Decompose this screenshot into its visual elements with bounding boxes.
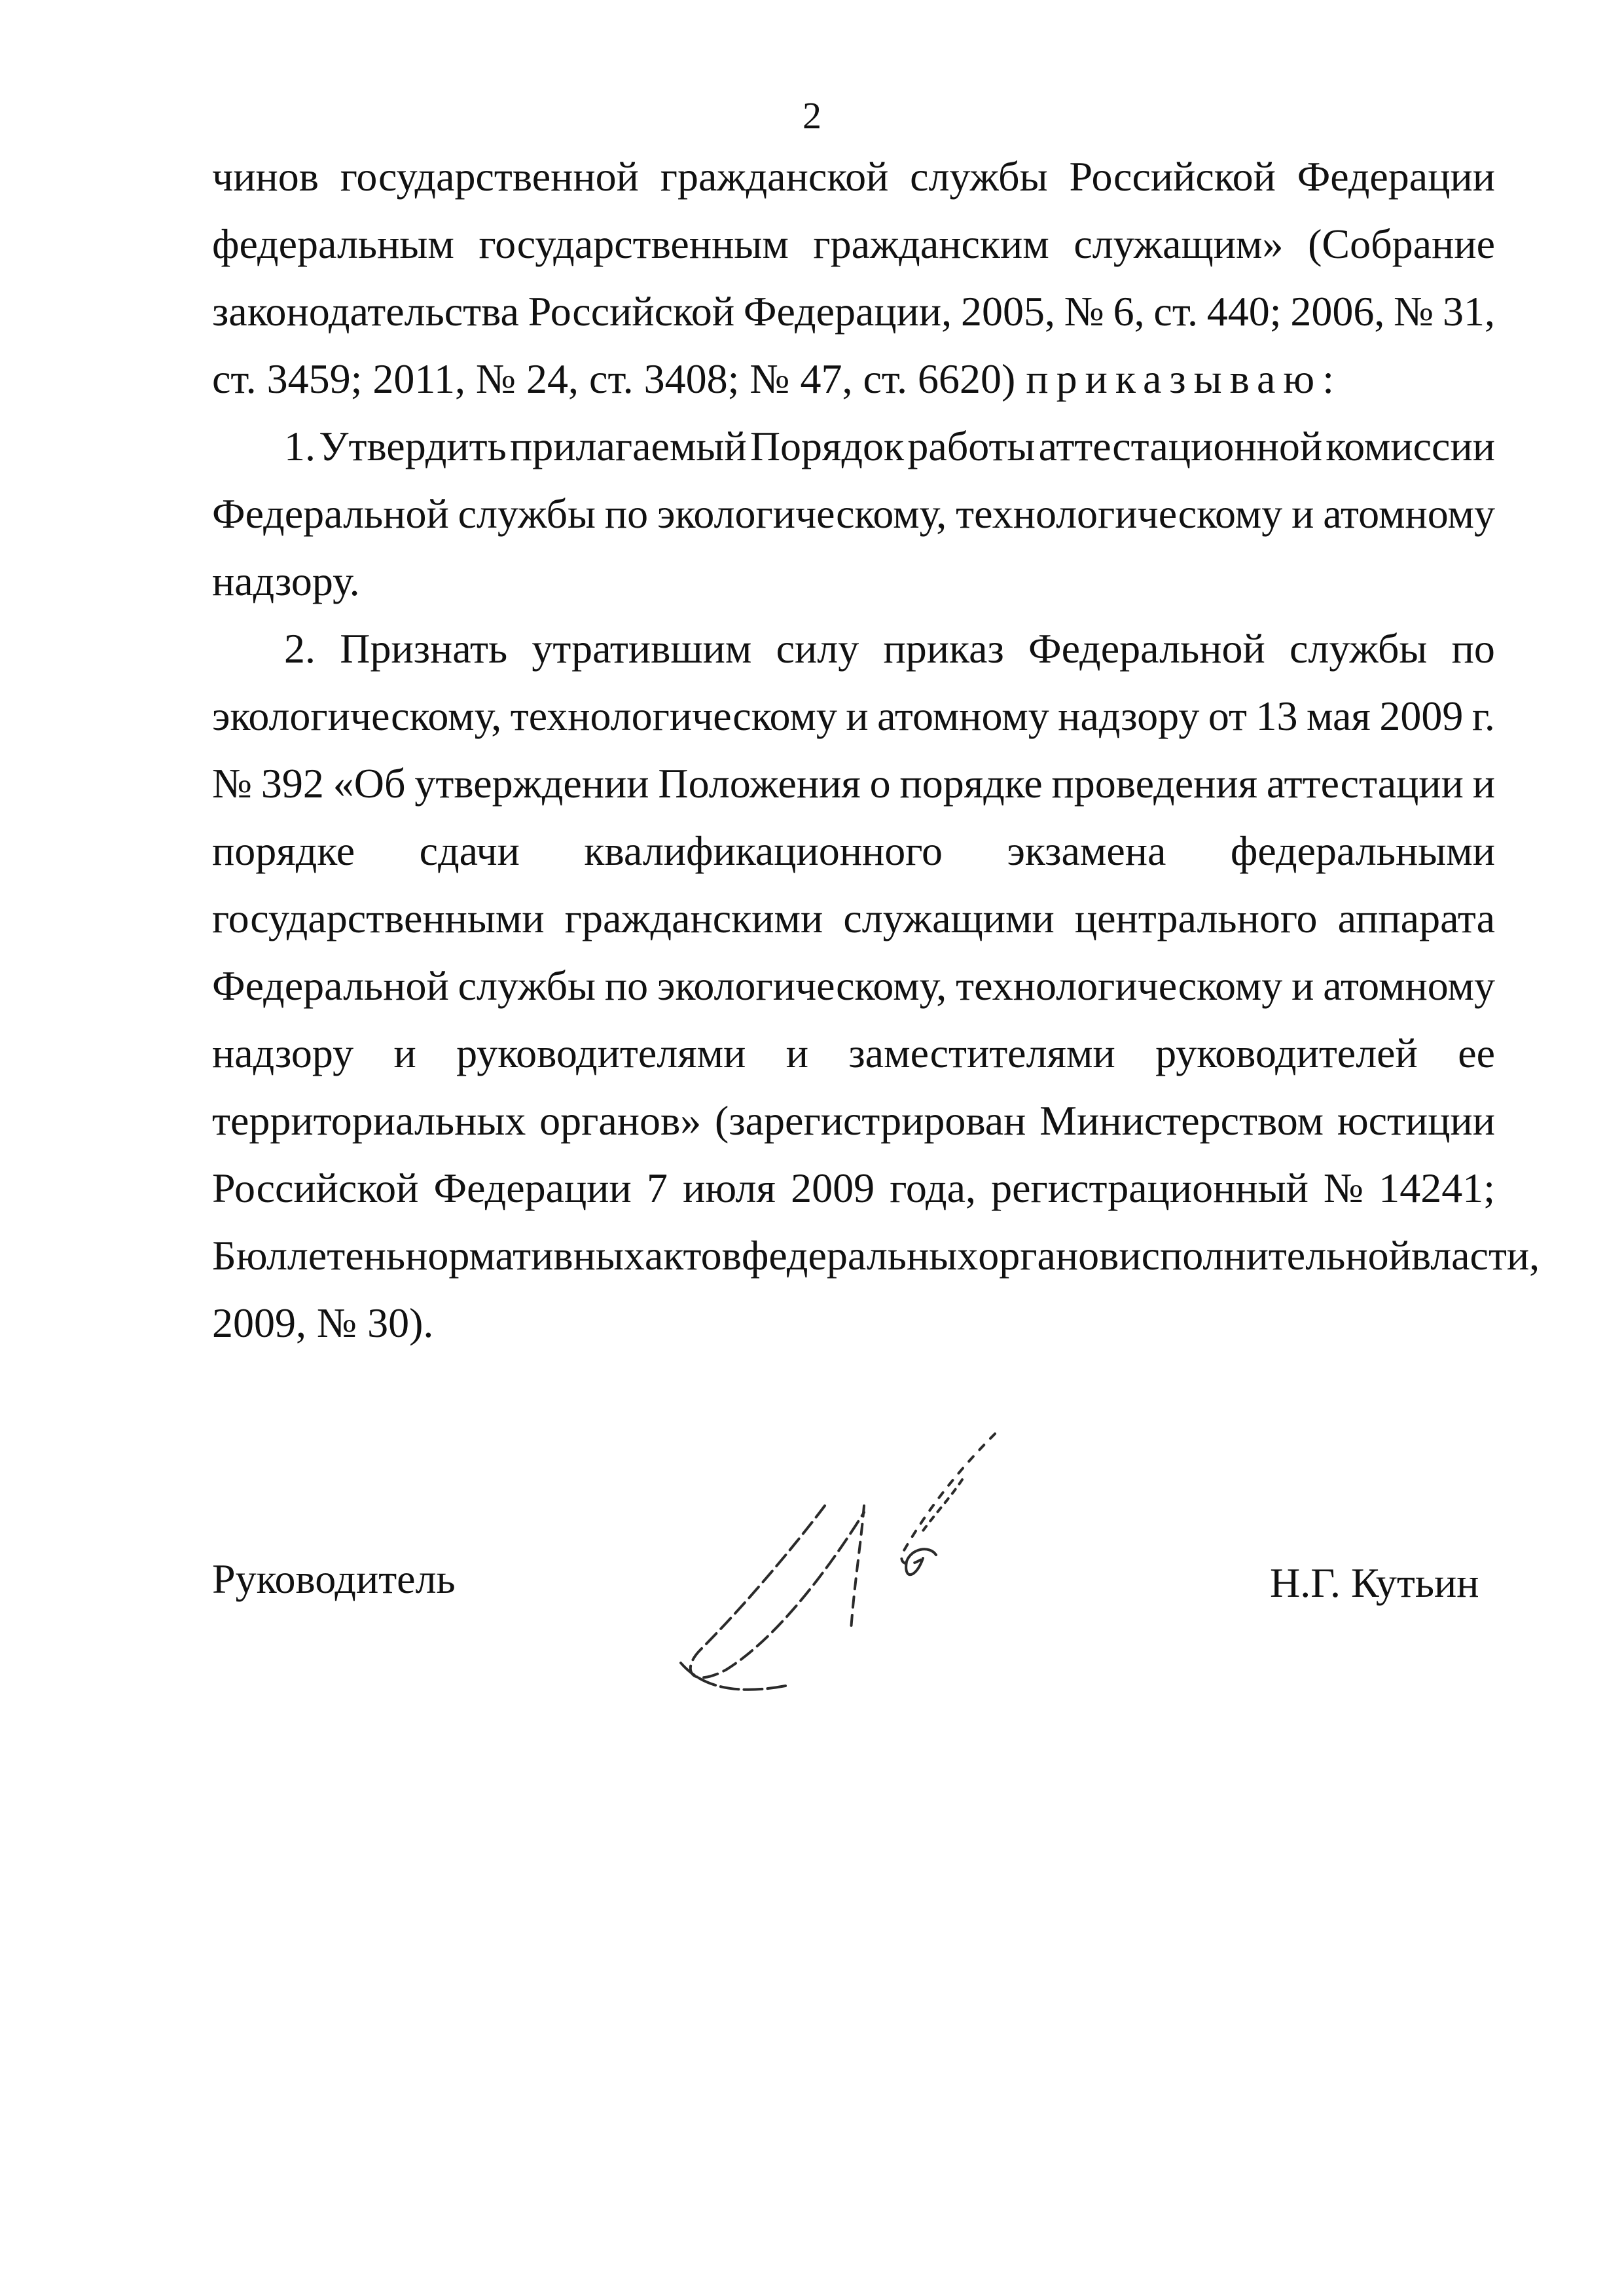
word: 2009 bbox=[1379, 693, 1464, 739]
word: службы bbox=[458, 490, 596, 537]
paragraph-end: надзору. bbox=[212, 558, 360, 604]
word: службы bbox=[1289, 625, 1428, 672]
text-line bbox=[212, 952, 1495, 1019]
word: 392 bbox=[261, 760, 324, 807]
order-keyword: приказываю: bbox=[1026, 355, 1342, 402]
word: регистрационный bbox=[991, 1165, 1308, 1211]
word: Федеральной bbox=[1028, 625, 1265, 672]
word: Федеральной bbox=[212, 490, 449, 537]
word: органов bbox=[978, 1232, 1119, 1279]
word: актов bbox=[644, 1232, 742, 1279]
word: аттестации bbox=[1266, 760, 1464, 807]
word: гражданскими bbox=[564, 895, 823, 941]
word: Утвердить bbox=[319, 423, 507, 469]
word: Российской bbox=[1069, 153, 1276, 200]
word: № bbox=[1394, 288, 1434, 335]
citation-text: ст. 3459; 2011, № 24, ст. 3408; № 47, ст. 6620) bbox=[212, 355, 1016, 402]
word: силу bbox=[776, 625, 859, 672]
word: 31, bbox=[1443, 288, 1495, 335]
signature-image bbox=[655, 1421, 1087, 1709]
word: законодательства bbox=[212, 288, 519, 335]
document-body bbox=[212, 143, 1540, 1357]
word: приказ bbox=[883, 625, 1004, 672]
text-line bbox=[212, 1087, 1495, 1154]
word: экзамена bbox=[1007, 828, 1166, 874]
word: Бюллетень bbox=[212, 1232, 406, 1279]
word: технологическому bbox=[956, 490, 1283, 537]
word: служащим» bbox=[1074, 221, 1284, 267]
word: 6, bbox=[1113, 288, 1145, 335]
word: сдачи bbox=[419, 828, 520, 874]
word: экологическому, bbox=[657, 490, 947, 537]
word: надзору bbox=[212, 1030, 354, 1076]
word: руководителей bbox=[1155, 1030, 1418, 1076]
word: г. bbox=[1471, 693, 1495, 739]
word: от bbox=[1208, 693, 1247, 739]
word: порядке bbox=[212, 828, 355, 874]
word: июля bbox=[683, 1165, 776, 1211]
word: службы bbox=[458, 962, 596, 1009]
word: ее bbox=[1458, 1030, 1495, 1076]
word: порядке bbox=[899, 760, 1043, 807]
word: и bbox=[846, 693, 869, 739]
word: № bbox=[1323, 1165, 1364, 1211]
paragraph-end: 2009, № 30). bbox=[212, 1300, 434, 1346]
word: юстиции bbox=[1337, 1097, 1495, 1144]
word: федеральными bbox=[1230, 828, 1495, 874]
word: Порядок bbox=[749, 423, 905, 469]
text-line bbox=[212, 817, 1495, 884]
text-line bbox=[212, 278, 1495, 345]
word: 7 bbox=[646, 1165, 668, 1211]
word: гражданской bbox=[660, 153, 889, 200]
word: аттестационной bbox=[1038, 423, 1323, 469]
word: служащими bbox=[843, 895, 1055, 941]
word: руководителями bbox=[456, 1030, 746, 1076]
word: и bbox=[785, 1030, 808, 1076]
word: атомному bbox=[877, 693, 1049, 739]
text-line bbox=[212, 1154, 1495, 1222]
word: 13 bbox=[1255, 693, 1298, 739]
text-line bbox=[212, 750, 1495, 817]
word: по bbox=[1451, 625, 1495, 672]
word: государственными bbox=[212, 895, 545, 941]
word: службы bbox=[910, 153, 1048, 200]
word: (Собрание bbox=[1308, 221, 1495, 267]
word: 2. bbox=[284, 625, 316, 672]
word: 2009 bbox=[791, 1165, 875, 1211]
signer-name: Н.Г. Кутьин bbox=[1270, 1559, 1479, 1606]
text-line bbox=[212, 682, 1495, 750]
word: Федерации, bbox=[743, 288, 952, 335]
word: 14241; bbox=[1379, 1165, 1495, 1211]
word: и bbox=[393, 1030, 416, 1076]
word: утратившим bbox=[532, 625, 752, 672]
word: гражданским bbox=[813, 221, 1049, 267]
text-line bbox=[212, 143, 1495, 210]
word: Федеральной bbox=[212, 962, 449, 1009]
word: Российской bbox=[528, 288, 735, 335]
word: по bbox=[604, 490, 649, 537]
word: территориальных bbox=[212, 1097, 526, 1144]
word: государственным bbox=[478, 221, 789, 267]
word: нормативных bbox=[405, 1232, 645, 1279]
word: работы bbox=[907, 423, 1036, 469]
word: государственной bbox=[340, 153, 639, 200]
page-number: 2 bbox=[803, 94, 821, 137]
word: надзору bbox=[1058, 693, 1200, 739]
word: комиссии bbox=[1326, 423, 1495, 469]
word: Признать bbox=[340, 625, 508, 672]
word: федеральных bbox=[741, 1232, 979, 1279]
word: и bbox=[1291, 490, 1314, 537]
word: технологическому bbox=[956, 962, 1283, 1009]
word: 440; bbox=[1206, 288, 1282, 335]
word: чинов bbox=[212, 153, 319, 200]
word: исполнительной bbox=[1119, 1232, 1411, 1279]
word: экологическому, bbox=[212, 693, 502, 739]
word: Федерации bbox=[433, 1165, 632, 1211]
word: Федерации bbox=[1297, 153, 1495, 200]
word: атомному bbox=[1323, 490, 1495, 537]
word: Российской bbox=[212, 1165, 419, 1211]
text-line bbox=[212, 1222, 1540, 1289]
word: мая bbox=[1306, 693, 1371, 739]
word: центрального bbox=[1074, 895, 1318, 941]
text-line bbox=[212, 547, 1495, 615]
word: экологическому, bbox=[657, 962, 947, 1009]
word: Положения bbox=[658, 760, 861, 807]
word: о bbox=[869, 760, 891, 807]
text-line bbox=[212, 1289, 1495, 1357]
word: 2006, bbox=[1290, 288, 1385, 335]
word: технологическому bbox=[510, 693, 837, 739]
word: Министерством bbox=[1039, 1097, 1324, 1144]
word: № bbox=[1064, 288, 1104, 335]
word: прилагаемый bbox=[510, 423, 747, 469]
word: аппарата bbox=[1337, 895, 1495, 941]
word: власти, bbox=[1411, 1232, 1540, 1279]
word: атомному bbox=[1323, 962, 1495, 1009]
word: заместителями bbox=[848, 1030, 1115, 1076]
word: по bbox=[604, 962, 649, 1009]
text-line bbox=[212, 615, 1495, 682]
text-line bbox=[212, 1019, 1495, 1087]
text-line bbox=[212, 210, 1495, 278]
word: федеральным bbox=[212, 221, 454, 267]
word: 1. bbox=[284, 423, 316, 469]
word: года, bbox=[890, 1165, 976, 1211]
word: и bbox=[1472, 760, 1495, 807]
word: «Об bbox=[333, 760, 406, 807]
signature-block bbox=[0, 1532, 1624, 1702]
word: и bbox=[1291, 962, 1314, 1009]
signer-position: Руководитель bbox=[212, 1556, 456, 1602]
word: № bbox=[212, 760, 253, 807]
text-line bbox=[212, 345, 1495, 412]
word: квалификационного bbox=[584, 828, 943, 874]
text-line bbox=[212, 412, 1495, 480]
word: 2005, bbox=[960, 288, 1055, 335]
text-line bbox=[212, 480, 1495, 547]
word: органов» bbox=[539, 1097, 702, 1144]
text-line bbox=[212, 884, 1495, 952]
word: утверждении bbox=[414, 760, 649, 807]
word: ст. bbox=[1153, 288, 1198, 335]
word: проведения bbox=[1051, 760, 1258, 807]
word: (зарегистрирован bbox=[715, 1097, 1026, 1144]
